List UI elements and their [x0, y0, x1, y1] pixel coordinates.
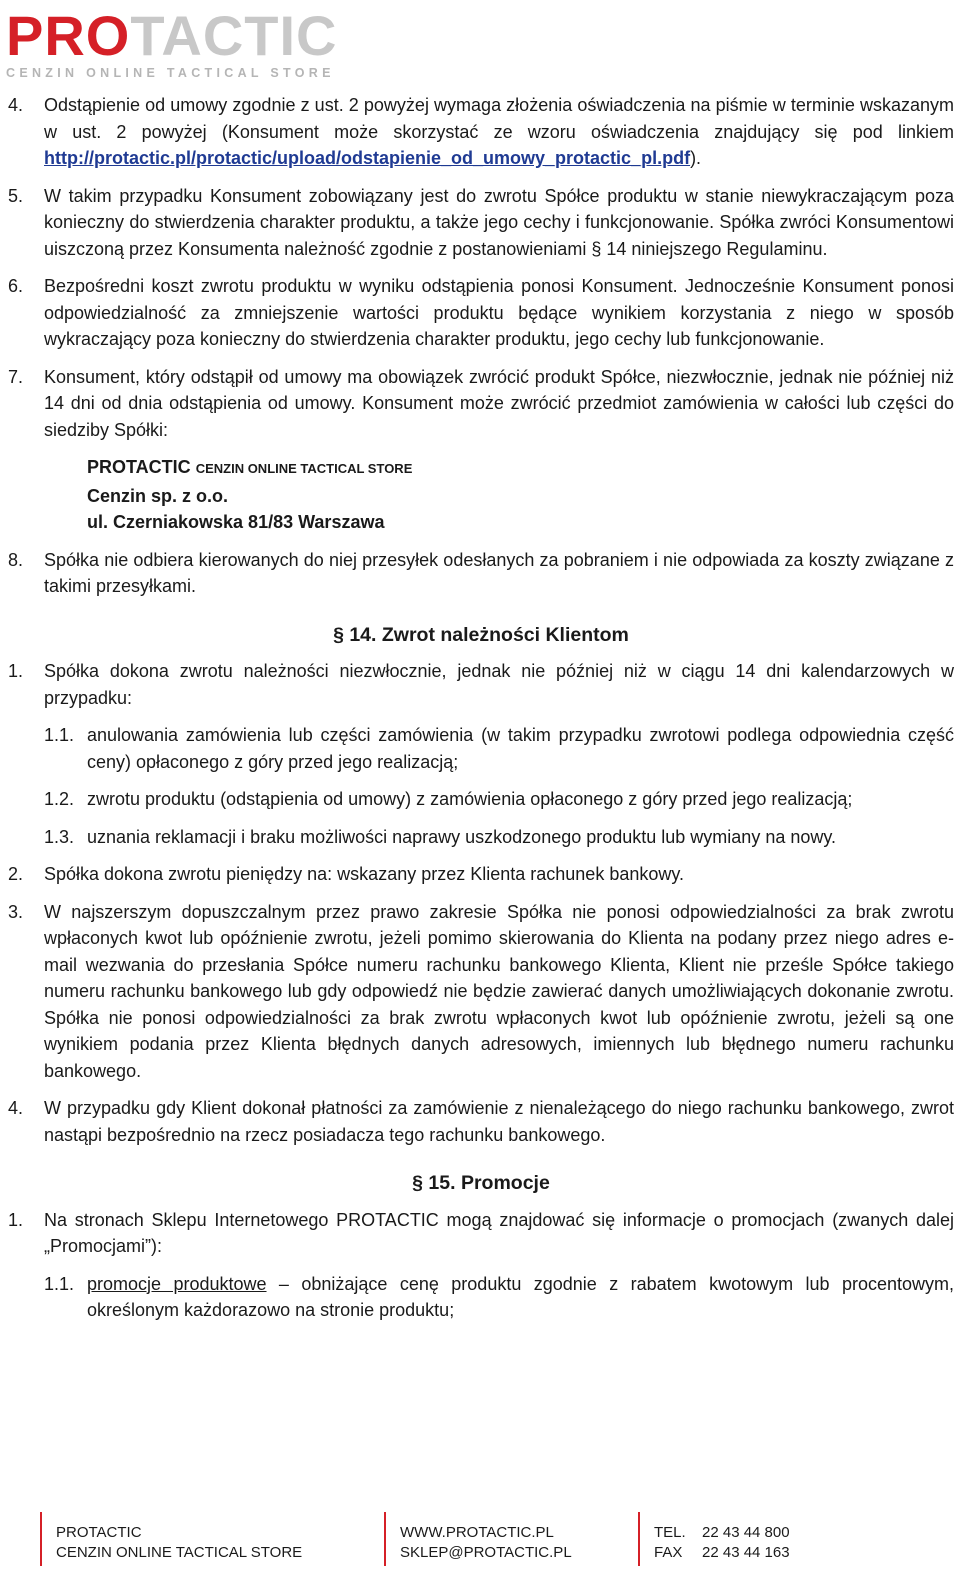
- footer-company: PROTACTIC CENZIN ONLINE TACTICAL STORE: [40, 1512, 302, 1566]
- list-item: 2. Spółka dokona zwrotu pieniędzy na: wskazany przez Klienta rachunek bankowy.: [8, 864, 685, 884]
- address-name: PROTACTIC CENZIN ONLINE TACTICAL STORE: [87, 457, 413, 477]
- promo-term: promocje produktowe: [87, 1273, 267, 1294]
- protactic-logo: [6, 4, 338, 80]
- section-heading-14: § 14. Zwrot należności Klientom: [333, 623, 629, 646]
- crosshair-icon: O: [85, 4, 131, 67]
- form-download-link[interactable]: http://protactic.pl/protactic/upload/odstapienie_od_umowy_protactic_pl.pdf: [44, 148, 691, 168]
- list-item: 5. W takim przypadku Konsument zobowiązany jest do zwrotu Spółce produktu w stanie niewykraczającym poza konieczny do stwierdzenia charakter produktu, a także jego cechy i funkcjonowanie. Spółka zwróci Konsumentowi uiszczoną przez Konsumenta należność zgodnie z postanowieniami § 14 niniejszego Regulaminu.: [8, 185, 954, 259]
- footer-web: [384, 1512, 572, 1566]
- sub-list-item: 1.1. anulowania zamówienia lub części zamówienia (w takim przypadku zwrotowi podlega odpowiednia część ceny) opłaconego z góry przed jego realizacją;: [44, 725, 954, 772]
- sub-list-item: 1.3. uznania reklamacji i braku możliwości naprawy uszkodzonego produktu lub wymiany na nowy.: [44, 826, 837, 847]
- list-item: 3. W najszerszym dopuszczalnym przez prawo zakresie Spółka nie ponosi odpowiedzialności za brak zwrotu wpłaconych kwot lub opóźnienie zwrotu, jeżeli pomimo skierowania do Klienta na podany przez niego adres e-mail wezwania do przesłania Spółce numeru rachunku bankowego Klienta, Klient nie prześle Spółce takiego numeru rachunku bankowego lub gdy odpowiedź nie będzie zawierać danych umożliwiających dokonanie zwrotu. Spółka nie ponosi odpowiedzialności za brak zwrotu wpłaconych kwot lub opóźnienie zwrotu, jeżeli są one wynikiem podania przez Klienta błędnych danych adresowych, imiennych lub błędnego numeru rachunku bankowego.: [8, 901, 954, 1081]
- list-item: 1. Spółka dokona zwrotu należności niezwłocznie, jednak nie później niż w ciągu 14 dni kalendarzowych w przypadku:: [8, 661, 954, 708]
- logo-tagline: CENZIN ONLINE TACTICAL STORE: [6, 66, 335, 80]
- list-item: 6. Bezpośredni koszt zwrotu produktu w wyniku odstąpienia ponosi Konsument. Jednocześnie Konsument ponosi odpowiedzialność za zmniejszenie wartości produktu będące wynikiem korzystania z niego w sposób wykraczający poza konieczny do stwierdzenia charakter produktu, jego cechy lub funkcjonowanie.: [8, 276, 954, 349]
- document-body: [8, 92, 954, 1335]
- list-item: 4. W przypadku gdy Klient dokonał płatności za zamówienie z nienależącego do niego rachunku bankowego, zwrot nastąpi bezpośrednio na rzecz posiadacza tego rachunku bankowego.: [8, 1098, 954, 1145]
- website-link[interactable]: WWW.PROTACTIC.PL: [400, 1524, 554, 1541]
- return-address: [8, 454, 954, 536]
- email-link[interactable]: SKLEP@PROTACTIC.PL: [400, 1544, 572, 1561]
- sub-list-item: 1.2. zwrotu produktu (odstąpienia od umowy) z zamówienia opłaconego z góry przed jego realizacją;: [44, 789, 853, 809]
- section-heading-15: § 15. Promocje: [412, 1172, 550, 1194]
- address-company: Cenzin sp. z o.o.: [87, 485, 229, 506]
- list-item: 4. Odstąpienie od umowy zgodnie z ust. 2 powyżej wymaga złożenia oświadczenia na piśmie w terminie wskazanym w ust. 2 powyżej (Konsument może skorzystać ze wzoru oświadczenia znajdujący się pod linkiem http://protactic.pl/protactic/upload/odstapienie_od_umowy_protactic_pl.pdf).: [8, 95, 954, 168]
- list-item: 8. Spółka nie odbiera kierowanych do niej przesyłek odesłanych za pobraniem i nie odpowiada za koszty związane z takimi przesyłkami.: [8, 549, 954, 596]
- list-item: 1. Na stronach Sklepu Internetowego PROTACTIC mogą znajdować się informacje o promocjach (zwanych dalej „Promocjami”):: [8, 1209, 954, 1256]
- list-item: 7. Konsument, który odstąpił od umowy ma obowiązek zwrócić produkt Spółce, niezwłocznie, jednak nie później niż 14 dni od dnia odstąpienia od umowy. Konsument może zwrócić przedmiot zamówienia w całości lub części do siedziby Spółki:: [8, 366, 954, 440]
- logo-wordmark: PROTACTIC: [6, 4, 338, 67]
- sub-list-item: 1.1. promocje produktowe – obniżające cenę produktu zgodnie z rabatem kwotowym lub procentowym, określonym każdorazowo na stronie produktu;: [44, 1273, 955, 1320]
- address-street: ul. Czerniakowska 81/83 Warszawa: [87, 512, 385, 532]
- page-footer: [0, 1508, 960, 1572]
- footer-contact: TEL. 22 43 44 800 FAX 22 43 44 163: [638, 1512, 790, 1566]
